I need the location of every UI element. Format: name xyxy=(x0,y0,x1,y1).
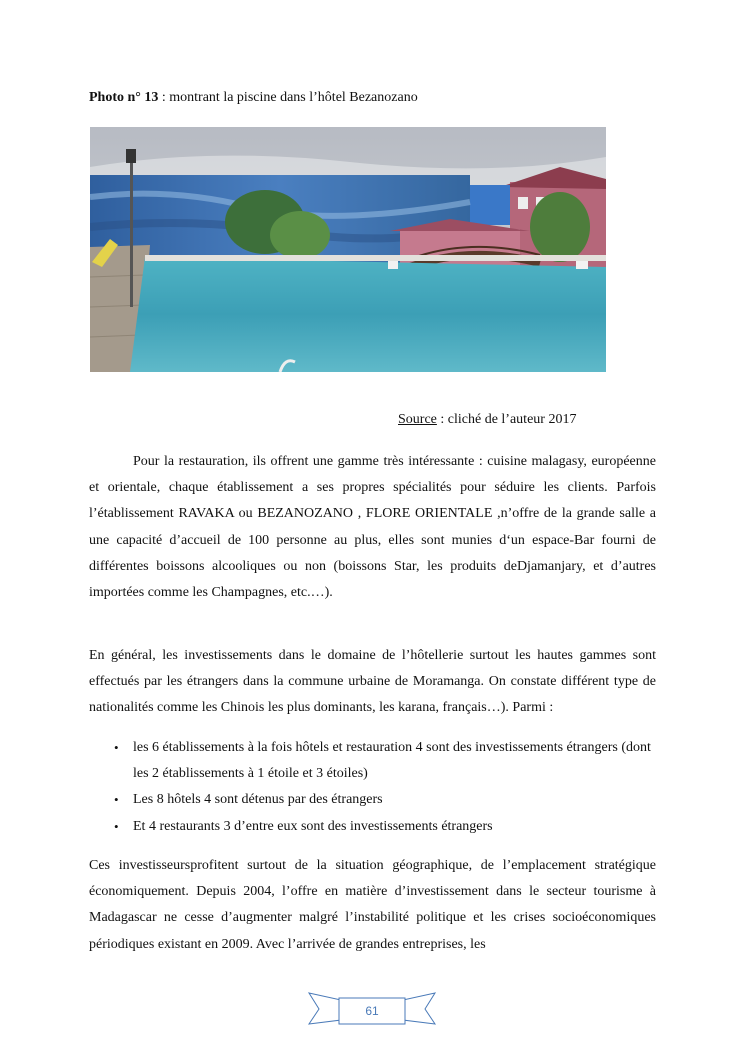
list-item xyxy=(89,814,656,840)
source-text: : cliché de l’auteur 2017 xyxy=(436,412,577,427)
list-item xyxy=(89,735,656,787)
paragraph-investisseurs: Ces investisseursprofitent surtout de la situation géographique, de l’emplacement stratégique économiquement. Depuis 2004, l’offre en matière d’investissement dans le secteur tourisme à Madagascar ne cesse d’augmenter malgré l’instabilité politique et les crises socioéconomiques périodiques existant en 2009. Avec l’arrivée de grandes entreprises, les xyxy=(89,858,656,952)
list-item xyxy=(89,787,656,813)
pool-photo xyxy=(90,127,606,372)
bullet-list xyxy=(89,735,656,840)
page-number: 61 xyxy=(365,1004,379,1018)
photo-caption-text: : montrant la piscine dans l’hôtel Bezanozano xyxy=(158,90,418,105)
photo-caption-number: Photo n° 13 xyxy=(89,90,159,105)
list-item-text: Et 4 restaurants 3 d’entre eux sont des investissements étrangers xyxy=(133,818,493,834)
list-item-text: Les 8 hôtels 4 sont détenus par des étrangers xyxy=(133,792,383,808)
paragraph-restauration: Pour la restauration, ils offrent une gamme très intéressante : cuisine malagasy, européenne et orientale, chaque établissement a ses propres spécialités pour séduire les clients. Parfois l’établissement RAVAKA ou BEZANOZANO , FLORE ORIENTALE ,n’offre de la grande salle a une capacité d’accueil de 100 personne au plus, elles sont munies d‘un espace-Bar fourni de différentes boissons alcooliques ou non (boissons Star, les produits deDjamanjary, et d’autres importées comme les Champagnes, etc.…). xyxy=(89,454,656,601)
paragraph-investissements: En général, les investissements dans le domaine de l’hôtellerie surtout les hautes gammes sont effectués par les étrangers dans la commune urbaine de Moramanga. On constate différent type de nationalités comme les Chinois les plus dominants, les karana, français…). Parmi : xyxy=(89,648,656,716)
bullet-icon: • xyxy=(114,792,119,808)
photo-source xyxy=(398,411,576,429)
source-label: Source xyxy=(398,412,437,427)
bullet-icon: • xyxy=(114,740,119,755)
photo-caption xyxy=(89,89,418,107)
list-item-text: les 6 établissements à la fois hôtels et restauration 4 sont des investissements étrangers (dont les 2 établissements à 1 étoile et 3 étoiles) xyxy=(133,740,651,782)
bullet-icon: • xyxy=(114,818,119,834)
